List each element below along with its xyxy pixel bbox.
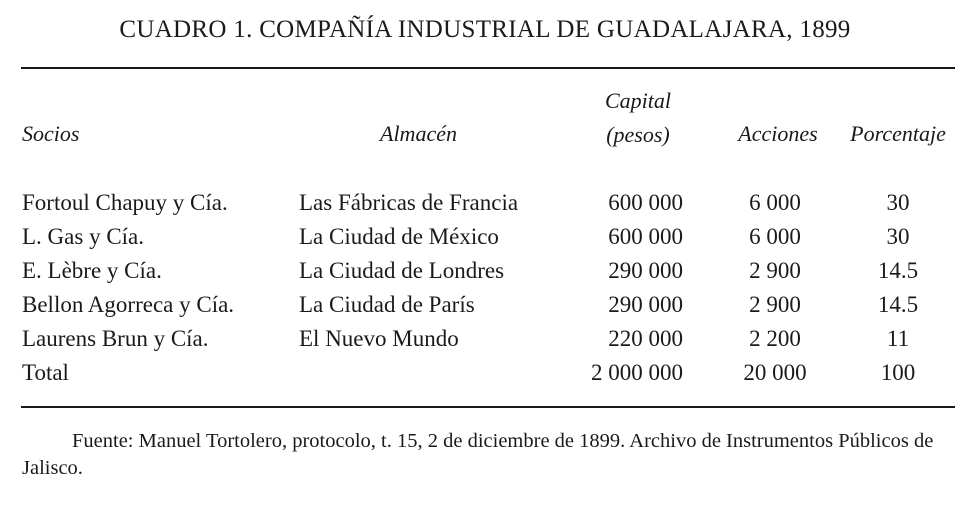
cell-almacen: Las Fábricas de Francia xyxy=(299,190,519,215)
cell-acciones: 2 200 xyxy=(749,326,801,351)
header-capital xyxy=(580,84,696,152)
source-note: Fuente: Manuel Tortolero, protocolo, t. 15, 2 de diciembre de 1899. Archivo de Instrumentos Públicos de Jalisco. xyxy=(22,430,934,479)
table-body xyxy=(0,186,970,390)
cell-socio: Total xyxy=(22,360,69,385)
cell-almacen: La Ciudad de París xyxy=(299,292,475,317)
cell-capital: 290 000 xyxy=(608,292,683,317)
top-rule xyxy=(21,67,955,69)
cell-almacen: La Ciudad de México xyxy=(299,224,499,249)
header-porcentaje: Porcentaje xyxy=(850,121,946,146)
cell-acciones: 20 000 xyxy=(743,360,807,385)
cell-almacen: El Nuevo Mundo xyxy=(299,326,459,351)
table-row xyxy=(0,322,970,356)
cell-capital: 2 000 000 xyxy=(591,360,683,385)
cell-socio: L. Gas y Cía. xyxy=(22,224,145,249)
cell-acciones: 2 900 xyxy=(749,258,801,283)
cell-porcentaje: 14.5 xyxy=(877,258,919,283)
table-row xyxy=(0,288,970,322)
cell-porcentaje: 100 xyxy=(880,360,916,385)
cell-acciones: 2 900 xyxy=(749,292,801,317)
cell-porcentaje: 30 xyxy=(886,190,910,215)
table-row xyxy=(0,254,970,288)
cell-capital: 600 000 xyxy=(608,224,683,249)
cell-porcentaje: 14.5 xyxy=(877,292,919,317)
table-row-total xyxy=(0,356,970,390)
cell-socio: Laurens Brun y Cía. xyxy=(22,326,209,351)
cell-capital: 600 000 xyxy=(608,190,683,215)
header-capital-line2: (pesos) xyxy=(606,122,670,147)
header-almacen: Almacén xyxy=(380,121,457,146)
table-row xyxy=(0,186,970,220)
cell-socio: Fortoul Chapuy y Cía. xyxy=(22,190,228,215)
cell-acciones: 6 000 xyxy=(749,224,801,249)
header-capital-line1: Capital xyxy=(604,88,671,113)
header-acciones: Acciones xyxy=(738,121,818,146)
cell-capital: 220 000 xyxy=(608,326,683,351)
bottom-rule xyxy=(21,406,955,408)
cell-acciones: 6 000 xyxy=(749,190,801,215)
cell-porcentaje: 11 xyxy=(886,326,910,351)
cell-capital: 290 000 xyxy=(608,258,683,283)
cell-porcentaje: 30 xyxy=(886,224,910,249)
cell-socio: Bellon Agorreca y Cía. xyxy=(22,292,235,317)
table-row xyxy=(0,220,970,254)
table-title: CUADRO 1. COMPAÑÍA INDUSTRIAL DE GUADALAJARA, 1899 xyxy=(119,16,851,43)
cell-socio: E. Lèbre y Cía. xyxy=(22,258,162,283)
header-socios: Socios xyxy=(22,121,80,146)
cell-almacen: La Ciudad de Londres xyxy=(299,258,505,283)
